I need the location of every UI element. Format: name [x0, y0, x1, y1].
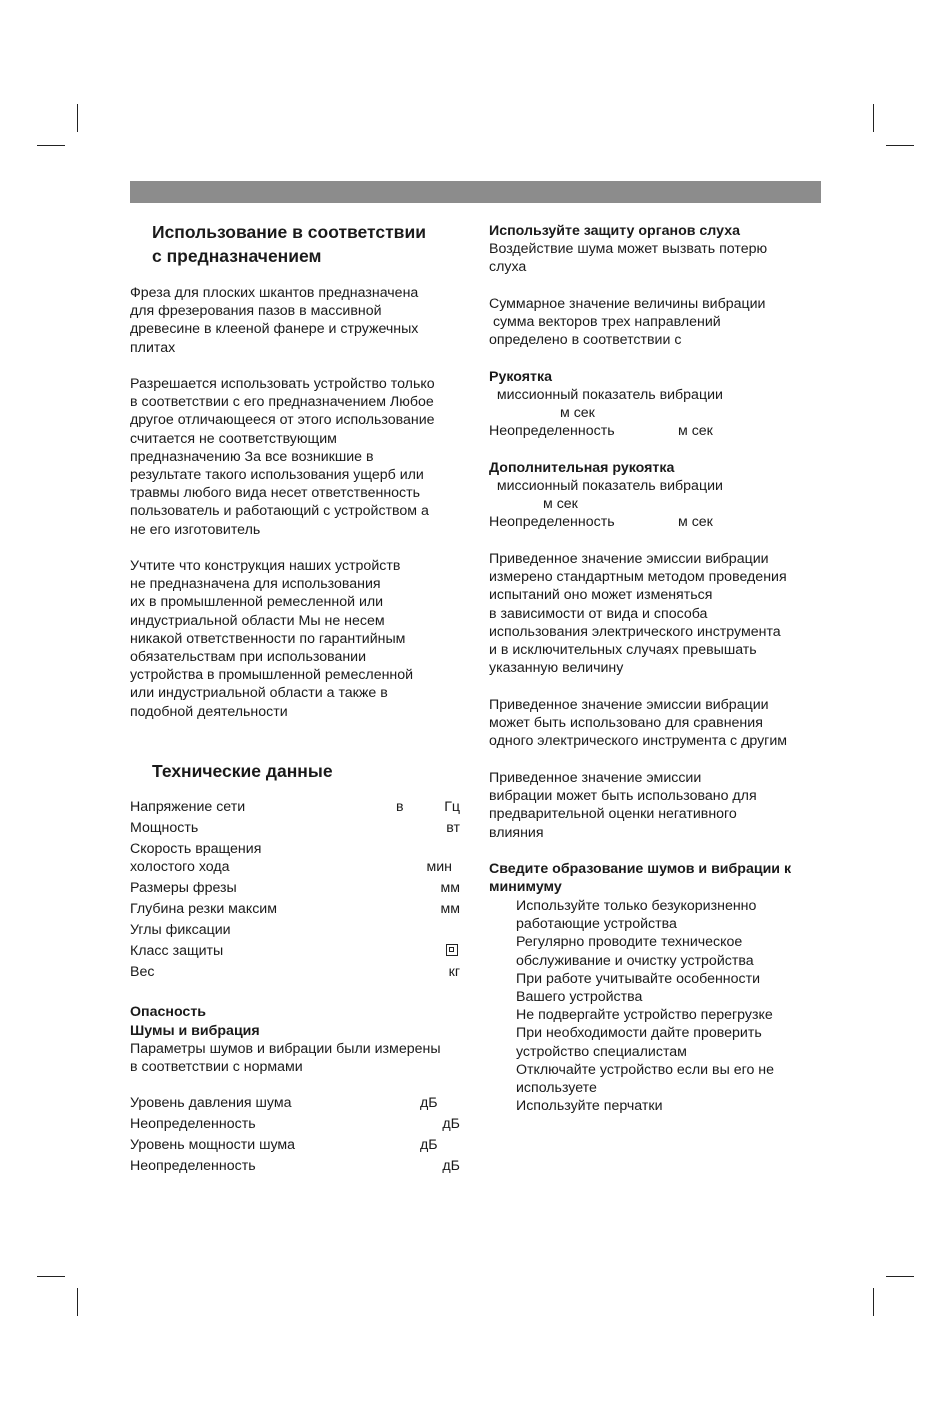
text-line: предварительной оценки негативного	[489, 806, 737, 823]
table-row	[130, 1157, 460, 1175]
row-label: Класс защиты	[130, 943, 224, 959]
crop-mark	[77, 104, 78, 132]
row-unit: в	[396, 799, 404, 815]
row-label: Уровень давления шума	[130, 1095, 292, 1111]
row-unit: вт	[446, 820, 460, 836]
text-line: индустриальной области Мы не несем	[130, 612, 385, 629]
text-line: указанную величину	[489, 660, 624, 677]
text-line: сумма векторов трех направлений	[489, 314, 721, 331]
text-line: определено в соответствии с	[489, 332, 682, 349]
crop-mark	[37, 1276, 65, 1277]
crop-mark	[886, 145, 914, 146]
minimize-title	[489, 860, 791, 896]
table-row	[130, 1115, 460, 1133]
handle-title: Рукоятка	[489, 369, 552, 385]
text-line: для фрезерования пазов в массивной	[130, 303, 382, 320]
text-line: вибрации может быть использовано для	[489, 788, 757, 805]
row-label: Размеры фрезы	[130, 880, 237, 896]
aux-uncertainty-label: Неопределенность	[489, 514, 615, 530]
text-line: в зависимости от вида и способа	[489, 605, 708, 622]
text-line: предназначению За все возникшие в	[130, 448, 374, 465]
text-line: Сведите образование шумов и вибрации к	[489, 861, 792, 877]
vibration-total-paragraph	[489, 295, 765, 350]
handle-uncertainty-label: Неопределенность	[489, 423, 615, 439]
text-line: или индустриальной области а также в	[130, 685, 388, 702]
text-line: не предназначена для использования	[130, 576, 381, 593]
aux-uncertainty-unit: м сек	[678, 514, 713, 530]
emission-paragraph-1	[489, 550, 787, 677]
row-label: холостого хода	[130, 859, 230, 875]
crop-mark	[77, 1288, 78, 1316]
paragraph-industrial-use	[130, 557, 413, 721]
table-row	[130, 921, 460, 939]
text-line: Параметры шумов и вибрации были измерены	[130, 1041, 441, 1057]
list-item: устройство специалистам	[516, 1043, 687, 1060]
table-row	[130, 840, 460, 858]
row-label: Углы фиксации	[130, 922, 231, 938]
text-line: древесине в клееной фанере и стружечных	[130, 321, 419, 338]
table-row	[130, 1136, 460, 1154]
table-row	[130, 819, 460, 837]
row-unit: мм	[440, 880, 460, 896]
text-line: обязательствам при использовании	[130, 649, 367, 666]
text-line: не его изготовитель	[130, 521, 261, 538]
list-item: Регулярно проводите техническое	[516, 934, 743, 951]
row-unit: дБ	[442, 1116, 460, 1132]
list-item: При работе учитывайте особенности	[516, 970, 761, 987]
emission-paragraph-3	[489, 769, 757, 842]
text-line: Воздействие шума может вызвать потерю	[489, 241, 768, 257]
table-row	[130, 963, 460, 981]
text-line: Учтите что конструкция наших устройств	[130, 558, 401, 574]
handle-uncertainty-unit: м сек	[678, 423, 713, 439]
table-row	[130, 1094, 460, 1112]
row-label: Скорость вращения	[130, 841, 262, 857]
list-item: Используйте только безукоризненно	[516, 898, 757, 914]
row-label: Глубина резки максим	[130, 901, 277, 917]
list-item: Используйте перчатки	[516, 1098, 663, 1115]
text-line: подобной деятельности	[130, 703, 288, 720]
text-line: Приведенное значение эмиссии вибрации	[489, 697, 769, 713]
text-line: никакой ответственности по гарантийным	[130, 630, 406, 647]
text-line: плитах	[130, 339, 176, 356]
text-line: использования электрического инструмента	[489, 623, 781, 640]
noise-paragraph	[130, 1040, 441, 1076]
text-line: слуха	[489, 259, 527, 276]
text-line: испытаний оно может изменяться	[489, 587, 713, 604]
text-line: Разрешается использовать устройство только	[130, 376, 435, 392]
list-item: При необходимости дайте проверить	[516, 1025, 762, 1042]
table-row	[130, 900, 460, 918]
aux-emission: миссионный показатель вибрации	[489, 478, 723, 494]
crop-mark	[873, 104, 874, 132]
text-line: их в промышленной ремесленной или	[130, 594, 384, 611]
paragraph-permitted-use	[130, 375, 435, 539]
text-line: минимуму	[489, 879, 562, 896]
table-row	[130, 858, 460, 876]
noise-title: Шумы и вибрация	[130, 1023, 260, 1039]
row-label: Вес	[130, 964, 155, 980]
text-line: другое отличающееся от этого использование	[130, 412, 435, 429]
section-title-tech-data: Технические данные	[152, 761, 333, 781]
handle-emission: миссионный показатель вибрации	[489, 387, 723, 403]
text-line: и в исключительных случаях превышать	[489, 642, 757, 659]
text-line: Приведенное значение эмиссии	[489, 770, 702, 786]
table-row	[130, 879, 460, 897]
row-label: Мощность	[130, 820, 199, 836]
text-line: одного электрического инструмента с другим	[489, 733, 788, 750]
row-unit: кг	[448, 964, 460, 980]
tips-list	[516, 897, 774, 1115]
protection-class-icon	[446, 942, 458, 960]
list-item: Не подвергайте устройство перегрузке	[516, 1007, 773, 1024]
text-line: травмы любого вида несет ответственность	[130, 485, 421, 502]
row-label: Неопределенность	[130, 1158, 256, 1174]
hearing-title: Используйте защиту органов слуха	[489, 223, 740, 239]
aux-handle-title: Дополнительная рукоятка	[489, 460, 675, 476]
text-line: Суммарное значение величины вибрации	[489, 296, 766, 312]
handle-emission-unit: м сек	[560, 405, 595, 421]
list-item: используете	[516, 1080, 597, 1097]
crop-mark	[37, 145, 65, 146]
text-line: в соответствии с нормами	[130, 1059, 303, 1076]
text-line: пользователь и работающий с устройством а	[130, 503, 429, 520]
header-bar	[130, 181, 821, 203]
aux-emission-unit: м сек	[543, 496, 578, 512]
table-row	[130, 942, 460, 960]
title-line: с предназначением	[152, 246, 322, 266]
paragraph-purpose	[130, 284, 418, 357]
list-item: Вашего устройства	[516, 989, 643, 1006]
row-unit: мм	[440, 901, 460, 917]
text-line: влияния	[489, 824, 544, 841]
text-line: Фреза для плоских шкантов предназначена	[130, 285, 419, 301]
title-line: Использование в соответствии	[152, 222, 426, 242]
row-unit: Гц	[444, 799, 460, 815]
row-label: Напряжение сети	[130, 799, 246, 815]
emission-paragraph-2	[489, 696, 787, 751]
crop-mark	[873, 1288, 874, 1316]
table-row	[130, 798, 460, 816]
row-unit: дБ	[442, 1158, 460, 1174]
text-line: устройства в промышленной ремесленной	[130, 667, 414, 684]
hearing-paragraph	[489, 240, 767, 276]
section-title-intended-use	[152, 220, 426, 268]
text-line: результате такого использования ущерб или	[130, 467, 424, 484]
text-line: может быть использовано для сравнения	[489, 715, 763, 732]
row-label: Неопределенность	[130, 1116, 256, 1132]
danger-label: Опасность	[130, 1004, 206, 1020]
row-unit: дБ	[420, 1137, 438, 1153]
text-line: Приведенное значение эмиссии вибрации	[489, 551, 769, 567]
row-label: Уровень мощности шума	[130, 1137, 296, 1153]
text-line: в соответствии с его предназначением Любое	[130, 394, 434, 411]
text-line: измерено стандартным методом проведения	[489, 569, 787, 586]
list-item: обслуживание и очистку устройства	[516, 952, 754, 969]
text-line: считается не соответствующим	[130, 430, 337, 447]
row-unit: дБ	[420, 1095, 438, 1111]
list-item: работающие устройства	[516, 916, 677, 933]
crop-mark	[886, 1276, 914, 1277]
list-item: Отключайте устройство если вы его не	[516, 1061, 775, 1078]
row-unit: мин	[426, 859, 452, 875]
